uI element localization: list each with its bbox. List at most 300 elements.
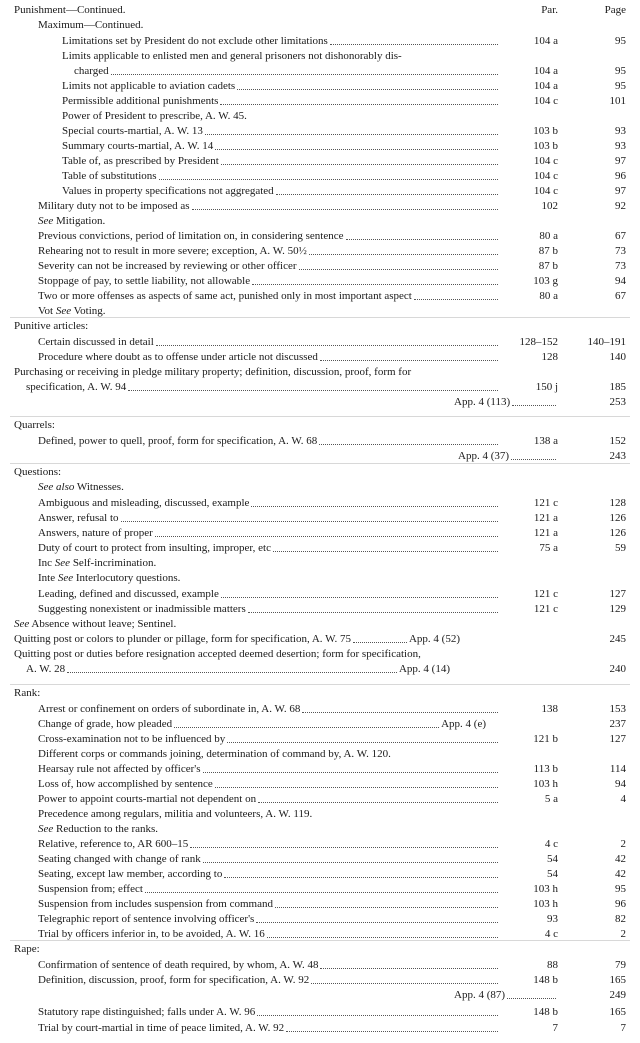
index-entry: [0, 762, 640, 777]
paragraph-number: 54: [547, 853, 558, 865]
paragraph-number: 4 c: [544, 838, 558, 850]
page-number: 140–191: [587, 336, 626, 348]
index-entry: [0, 214, 640, 229]
entry-text: [38, 958, 500, 973]
paragraph-number: 104 c: [533, 185, 558, 197]
entry-label: Permissible additional punishments: [62, 95, 219, 107]
entry-label: Previous convictions, period of limitation on, in considering sentence: [38, 230, 344, 242]
page-number: 59: [615, 542, 626, 554]
page-number: 92: [615, 200, 626, 212]
index-entry: [0, 319, 640, 334]
entry-label: Summary courts-martial, A. W. 14: [62, 140, 214, 152]
entry-label: Quarrels:: [14, 419, 55, 431]
index-entry: [0, 958, 640, 973]
dot-leader: [320, 958, 498, 969]
dot-leader: [248, 602, 498, 613]
entry-label: Telegraphic report of sentence involving officer's: [38, 913, 255, 925]
dot-leader: [203, 762, 498, 773]
index-entry: [0, 732, 640, 747]
entry-label: Special courts-martial, A. W. 13: [62, 125, 203, 137]
index-entry: [0, 34, 640, 49]
index-entry: [0, 64, 640, 79]
paragraph-number: 87 b: [538, 245, 558, 257]
entry-label: Duty of court to protect from insulting, improper, etc: [38, 542, 271, 554]
dot-leader: [220, 94, 498, 105]
entry-text: [454, 988, 558, 1003]
index-entry: [0, 852, 640, 867]
entry-text: [38, 274, 500, 289]
entry-text: [62, 49, 600, 64]
index-entry: [0, 395, 640, 410]
index-entry: [0, 259, 640, 274]
section-divider: [10, 463, 630, 464]
index-entry: [0, 988, 640, 1003]
dot-leader: [174, 717, 439, 728]
dot-leader: [159, 169, 498, 180]
entry-text: [38, 792, 500, 807]
entry-label: Seating changed with change of rank: [38, 853, 201, 865]
index-entry: [0, 169, 640, 184]
entry-text: [14, 3, 600, 18]
index-entry: [0, 632, 640, 647]
entry-text: [14, 365, 600, 380]
dot-leader: [267, 927, 498, 938]
entry-text: [454, 395, 558, 410]
paragraph-number: 4 c: [544, 928, 558, 940]
index-entry: [0, 199, 640, 214]
entry-label: Power of President to prescribe, A. W. 45.: [62, 110, 247, 122]
page-number: 243: [609, 450, 626, 462]
page-number: 96: [615, 898, 626, 910]
dot-leader: [128, 380, 498, 391]
entry-label: Leading, defined and discussed, example: [38, 588, 219, 600]
entry-label: Table of, as prescribed by President: [62, 155, 219, 167]
page-number: 79: [615, 959, 626, 971]
entry-text: [38, 747, 600, 762]
entry-text: [38, 822, 600, 837]
page-number: 101: [609, 95, 626, 107]
entry-text: [38, 852, 500, 867]
entry-text: [14, 647, 600, 662]
entry-text: [38, 777, 500, 792]
index-entry: [0, 380, 640, 395]
index-entry: [0, 571, 640, 586]
entry-label: Inc See Self-incrimination.: [38, 557, 157, 569]
dot-leader: [273, 541, 498, 552]
index-entry: [0, 139, 640, 154]
page-number: 253: [609, 396, 626, 408]
index-entry: [0, 686, 640, 701]
dot-leader: [311, 973, 498, 984]
dot-leader: [156, 335, 498, 346]
entry-label: Military duty not to be imposed as: [38, 200, 190, 212]
entry-text: [38, 496, 500, 511]
entry-text: [62, 109, 600, 124]
entry-text: [14, 418, 600, 433]
paragraph-number: 138: [541, 703, 558, 715]
entry-text: [38, 571, 600, 586]
index-entry: [0, 3, 640, 18]
dot-leader: [67, 662, 397, 673]
dot-leader: [286, 1021, 498, 1032]
see-reference-label: See also: [38, 481, 75, 493]
index-entry: [0, 541, 640, 556]
entry-label: Punitive articles:: [14, 320, 89, 332]
entry-label: App. 4 (37): [458, 450, 510, 462]
dot-leader: [215, 139, 498, 150]
dot-leader: [414, 289, 498, 300]
entry-text: [38, 229, 500, 244]
page-number: 73: [615, 245, 626, 257]
entry-text: [38, 541, 500, 556]
index-entry: [0, 702, 640, 717]
page-number: 97: [615, 155, 626, 167]
paragraph-number: 103 b: [533, 125, 558, 137]
page-number: 4: [620, 793, 626, 805]
entry-text: [62, 184, 500, 199]
page-number: 127: [609, 588, 626, 600]
page-number: 97: [615, 185, 626, 197]
dot-leader: [346, 229, 499, 240]
index-entry: [0, 777, 640, 792]
index-entry: [0, 449, 640, 464]
paragraph-number: 128–152: [519, 336, 558, 348]
page-number: 42: [615, 868, 626, 880]
page-number: 93: [615, 125, 626, 137]
index-entry: [0, 717, 640, 732]
page-column-label: Page: [604, 4, 626, 16]
entry-label: Suggesting nonexistent or inadmissible matters: [38, 603, 246, 615]
page-number: 126: [609, 527, 626, 539]
page-number: 140: [609, 351, 626, 363]
see-reference-label: See: [14, 618, 30, 630]
entry-label: Inte See Interlocutory questions.: [38, 572, 181, 584]
entry-text: [14, 319, 600, 334]
entry-label: charged: [74, 65, 109, 77]
entry-label: Ambiguous and misleading, discussed, example: [38, 497, 250, 509]
index-entry: [0, 882, 640, 897]
entry-text: [38, 867, 500, 882]
page-number: 94: [615, 275, 626, 287]
page-number: 2: [620, 928, 626, 940]
paragraph-number: 138 a: [533, 435, 558, 447]
page-number: 2: [620, 838, 626, 850]
dot-leader: [275, 897, 498, 908]
page-number: 96: [615, 170, 626, 182]
dot-leader: [256, 912, 498, 923]
entry-text: [38, 480, 600, 495]
index-entry: [0, 365, 640, 380]
paragraph-number: 148 b: [533, 1006, 558, 1018]
entry-text: [14, 942, 600, 957]
entry-label: See Absence without leave; Sentinel.: [14, 618, 177, 630]
entry-label: specification, A. W. 94: [26, 381, 127, 393]
index-entry: [0, 79, 640, 94]
paragraph-number: 54: [547, 868, 558, 880]
entry-label: Stoppage of pay, to settle liability, not allowable: [38, 275, 251, 287]
entry-label: See Mitigation.: [38, 215, 106, 227]
page-number: 165: [609, 974, 626, 986]
dot-leader: [512, 395, 556, 406]
dot-leader: [251, 496, 498, 507]
page-number: 94: [615, 778, 626, 790]
par-column-label: Par.: [541, 4, 558, 16]
page-number: 82: [615, 913, 626, 925]
entry-text: [62, 79, 500, 94]
entry-text: [38, 897, 500, 912]
dot-leader: [111, 64, 498, 75]
appendix-reference: App. 4 (52): [408, 633, 460, 645]
entry-text: [38, 837, 500, 852]
paragraph-number: 148 b: [533, 974, 558, 986]
section-divider: [10, 684, 630, 685]
entry-text: [38, 434, 500, 449]
see-reference-label: See: [57, 572, 74, 584]
entry-label: Procedure where doubt as to offense under article not discussed: [38, 351, 318, 363]
dot-leader: [227, 732, 498, 743]
paragraph-number: 121 c: [533, 588, 558, 600]
paragraph-number: 121 b: [533, 733, 558, 745]
dot-leader: [221, 587, 498, 598]
entry-label: App. 4 (87): [454, 989, 506, 1001]
paragraph-number: 121 a: [533, 527, 558, 539]
see-reference-label: See: [54, 557, 71, 569]
index-entry: [0, 1021, 640, 1036]
index-entry: [0, 912, 640, 927]
entry-label: Trial by officers inferior in, to be avoided, A. W. 16: [38, 928, 265, 940]
entry-label: Statutory rape distinguished; falls under A. W. 96: [38, 1006, 256, 1018]
index-entry: [0, 434, 640, 449]
entry-label: Severity can not be increased by reviewing or other officer: [38, 260, 297, 272]
page-number: 127: [609, 733, 626, 745]
entry-text: [62, 139, 500, 154]
index-entry: [0, 184, 640, 199]
page-number: 245: [609, 633, 626, 645]
page-number: 152: [609, 435, 626, 447]
paragraph-number: 103 h: [533, 778, 558, 790]
entry-label: Defined, power to quell, proof, form for specification, A. W. 68: [38, 435, 318, 447]
paragraph-number: 104 c: [533, 170, 558, 182]
paragraph-number: 75 a: [539, 542, 558, 554]
page-number: 128: [609, 497, 626, 509]
index-entry: [0, 335, 640, 350]
paragraph-number: 103 h: [533, 898, 558, 910]
dot-leader: [203, 852, 498, 863]
index-entry: [0, 807, 640, 822]
entry-text: [38, 199, 500, 214]
entry-text: [62, 154, 500, 169]
entry-label: Limits applicable to enlisted men and general prisoners not dishonorably dis-: [62, 50, 402, 62]
entry-text: [74, 64, 500, 79]
paragraph-number: 88: [547, 959, 558, 971]
paragraph-number: 128: [541, 351, 558, 363]
index-entry: [0, 556, 640, 571]
entry-label: Relative, reference to, AR 600–15: [38, 838, 189, 850]
dot-leader: [330, 34, 498, 45]
entry-label: Seating, except law member, according to: [38, 868, 223, 880]
paragraph-number: 121 c: [533, 497, 558, 509]
index-entry: [0, 837, 640, 852]
paragraph-number: 104 c: [533, 155, 558, 167]
paragraph-number: 103 b: [533, 140, 558, 152]
page-number: 249: [609, 989, 626, 1001]
entry-text: [458, 449, 558, 464]
paragraph-number: 104 a: [533, 80, 558, 92]
dot-leader: [320, 350, 498, 361]
entry-label: Arrest or confinement on orders of subordinate in, A. W. 68: [38, 703, 301, 715]
entry-label: Punishment—Continued.: [14, 4, 126, 16]
page-number: 95: [615, 80, 626, 92]
entry-label: Hearsay rule not affected by officer's: [38, 763, 201, 775]
page-number: 240: [609, 663, 626, 675]
entry-text: [38, 717, 486, 732]
appendix-reference: App. 4 (14): [398, 663, 450, 675]
page-number: 67: [615, 230, 626, 242]
page-number: 126: [609, 512, 626, 524]
entry-label: App. 4 (113): [454, 396, 511, 408]
paragraph-number: 121 a: [533, 512, 558, 524]
entry-text: [38, 556, 600, 571]
paragraph-number: 80 a: [539, 230, 558, 242]
page-number: 237: [609, 718, 626, 730]
paragraph-number: 121 c: [533, 603, 558, 615]
index-entry: [0, 526, 640, 541]
index-entry: [0, 897, 640, 912]
paragraph-number: 5 a: [544, 793, 558, 805]
section-divider: [10, 317, 630, 318]
dot-leader: [224, 867, 498, 878]
dot-leader: [258, 792, 498, 803]
entry-text: [38, 244, 500, 259]
dot-leader: [221, 154, 498, 165]
dot-leader: [121, 511, 498, 522]
entry-label: Rehearing not to result in more severe; exception, A. W. 50½: [38, 245, 307, 257]
appendix-reference: App. 4 (e): [441, 718, 486, 730]
entry-text: [38, 762, 500, 777]
page-number: 153: [609, 703, 626, 715]
paragraph-number: 103 h: [533, 883, 558, 895]
entry-text: [26, 662, 450, 677]
entry-label: Purchasing or receiving in pledge military property; definition, discussion, proof, form for: [14, 366, 412, 378]
entry-text: [38, 1005, 500, 1020]
entry-label: Quitting post or duties before resignation accepted deemed desertion; form for specification,: [14, 648, 421, 660]
page-number: 95: [615, 65, 626, 77]
dot-leader: [511, 449, 556, 460]
index-entry: [0, 511, 640, 526]
index-entry: [0, 109, 640, 124]
entry-text: [38, 807, 600, 822]
index-entry: [0, 942, 640, 957]
index-entry: [0, 49, 640, 64]
entry-text: [38, 214, 600, 229]
see-reference-label: See: [38, 215, 54, 227]
page-number: 114: [609, 763, 626, 775]
page-number: 95: [615, 35, 626, 47]
dot-leader: [155, 526, 498, 537]
paragraph-number: 104 c: [533, 95, 558, 107]
entry-text: [38, 912, 500, 927]
dot-leader: [252, 274, 498, 285]
entry-text: [38, 526, 500, 541]
dot-leader: [257, 1005, 498, 1016]
entry-label: Power to appoint courts-martial not dependent on: [38, 793, 257, 805]
entry-text: [14, 465, 600, 480]
entry-text: [62, 94, 500, 109]
index-entry: [0, 154, 640, 169]
dot-leader: [215, 777, 498, 788]
entry-label: Cross-examination not to be influenced by: [38, 733, 226, 745]
index-entry: [0, 647, 640, 662]
entry-label: Change of grade, how pleaded: [38, 718, 173, 730]
entry-label: Values in property specifications not aggregated: [62, 185, 274, 197]
entry-label: Limits not applicable to aviation cadets: [62, 80, 236, 92]
paragraph-number: 93: [547, 913, 558, 925]
entry-text: [38, 587, 500, 602]
page-number: 93: [615, 140, 626, 152]
entry-label: Maximum—Continued.: [38, 19, 144, 31]
entry-text: [38, 259, 500, 274]
paragraph-number: 7: [552, 1022, 558, 1034]
paragraph-number: 104 a: [533, 35, 558, 47]
entry-text: [38, 702, 500, 717]
dot-leader: [302, 702, 498, 713]
dot-leader: [299, 259, 499, 270]
page-number: 42: [615, 853, 626, 865]
index-entry: [0, 587, 640, 602]
entry-text: [38, 511, 500, 526]
entry-label: Questions:: [14, 466, 62, 478]
index-entry: [0, 617, 640, 632]
entry-label: Quitting post or colors to plunder or pillage, form for specification, A. W. 75: [14, 633, 351, 645]
entry-text: [14, 632, 460, 647]
entry-label: Table of substitutions: [62, 170, 157, 182]
dot-leader: [205, 124, 498, 135]
page-number: 73: [615, 260, 626, 272]
index-entry: [0, 602, 640, 617]
paragraph-number: 150 j: [535, 381, 558, 393]
see-reference-label: See: [38, 823, 54, 835]
entry-text: [62, 169, 500, 184]
entry-label: Limitations set by President do not exclude other limitations: [62, 35, 328, 47]
paragraph-number: 102: [541, 200, 558, 212]
paragraph-number: 103 g: [533, 275, 558, 287]
index-entry: [0, 465, 640, 480]
index-entry: [0, 289, 640, 304]
index-entry: [0, 274, 640, 289]
index-entry: [0, 18, 640, 33]
index-entry: [0, 973, 640, 988]
section-divider: [10, 940, 630, 941]
entry-label: Vot See Voting.: [38, 305, 106, 317]
dot-leader: [190, 837, 498, 848]
page-number: 185: [609, 381, 626, 393]
paragraph-number: 87 b: [538, 260, 558, 272]
entry-text: [38, 1021, 500, 1036]
entry-label: Two or more offenses as aspects of same act, punished only in most important aspect: [38, 290, 412, 302]
entry-text: [38, 350, 500, 365]
page-number: 129: [609, 603, 626, 615]
dot-leader: [145, 882, 498, 893]
entry-text: [38, 18, 600, 33]
dot-leader: [276, 184, 498, 195]
index-entry: [0, 418, 640, 433]
entry-text: [14, 617, 600, 632]
index-entry: [0, 124, 640, 139]
dot-leader: [353, 632, 407, 643]
section-divider: [10, 416, 630, 417]
paragraph-number: 104 a: [533, 65, 558, 77]
index-entry: [0, 822, 640, 837]
